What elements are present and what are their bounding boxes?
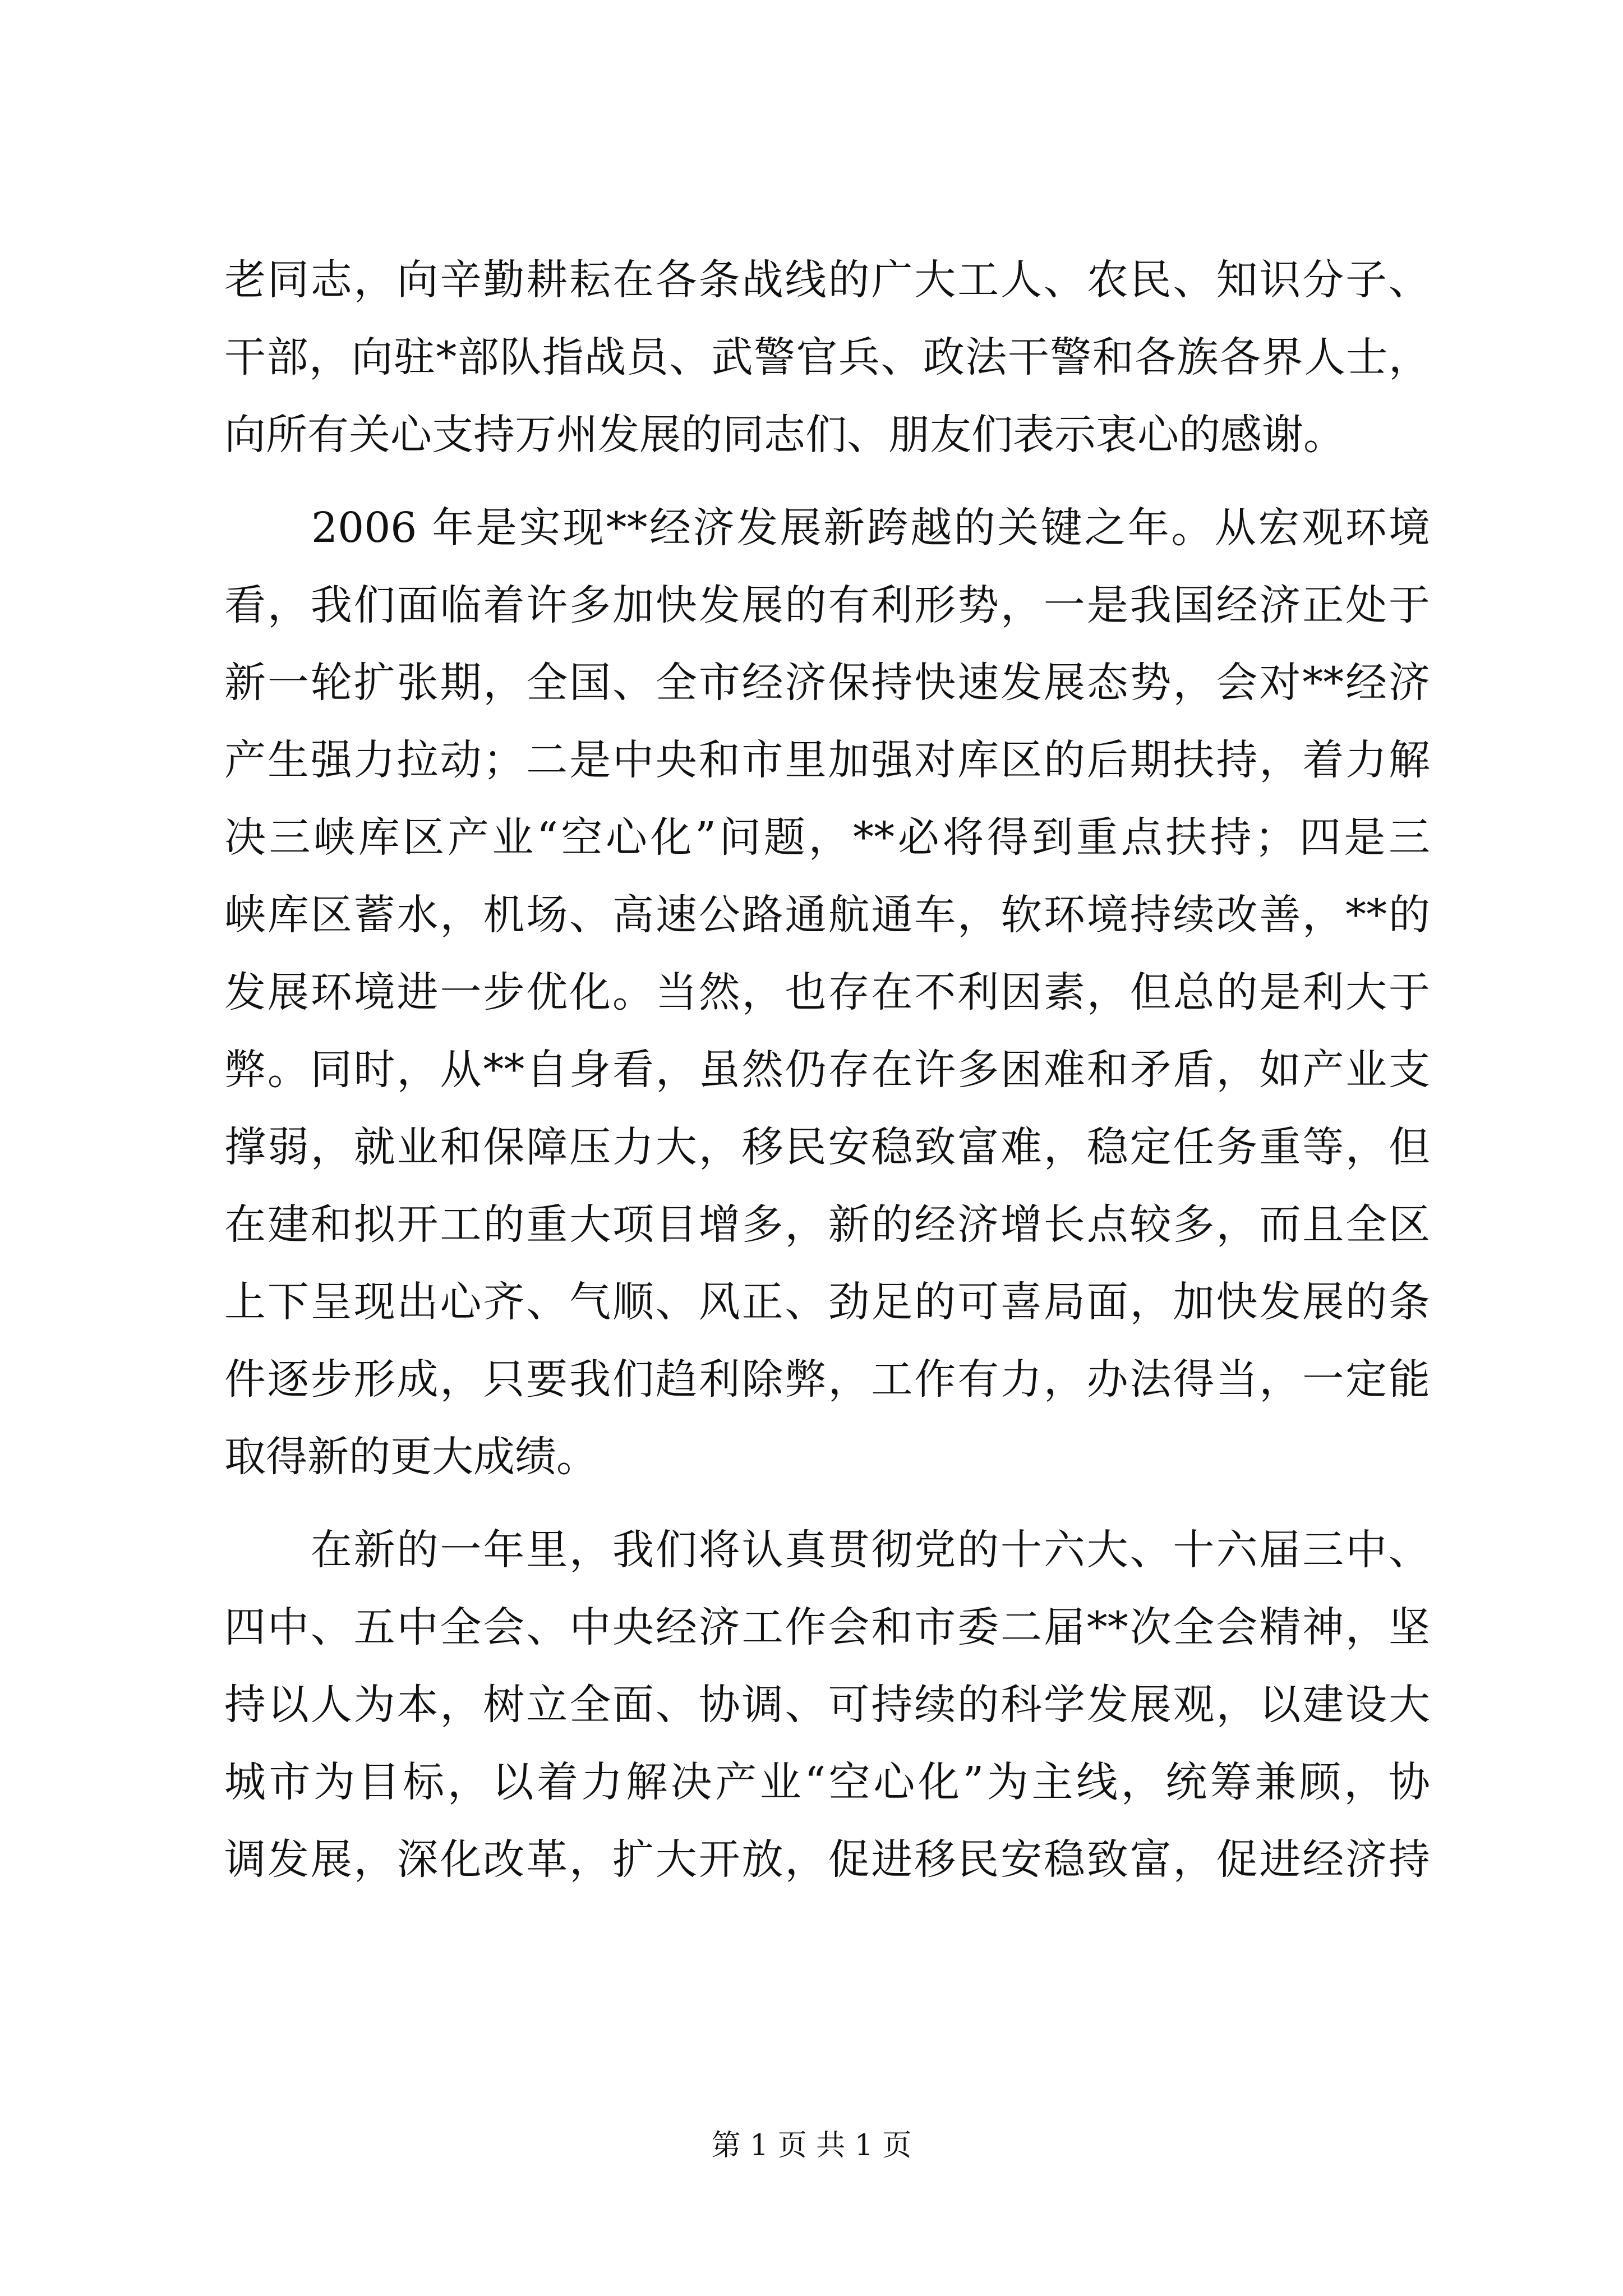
paragraph-3 [224,1511,1430,1898]
text-line: 上下呈现出心齐、气顺、风正、劲足的可喜局面，加快发展的条 [224,1278,1430,1326]
page-number-footer: 第 1 页 共 1 页 [711,2129,912,2162]
text-line: 撑弱，就业和保障压力大，移民安稳致富难，稳定任务重等，但 [224,1123,1430,1171]
paragraph-spacing [224,473,1430,489]
text-line: 产生强力拉动；二是中央和市里加强对库区的后期扶持，着力解 [224,736,1430,784]
text-line: 在新的一年里，我们将认真贯彻党的十六大、十六届三中、 [224,1526,1430,1574]
text-line: 发展环境进一步优化。当然，也存在不利因素，但总的是利大于 [224,968,1430,1016]
text-line: 取得新的更大成绩。 [224,1433,598,1481]
text-line: 峡库区蓄水，机场、高速公路通航通车，软环境持续改善，**的 [224,891,1430,939]
text-line: 弊。同时，从**自身看，虽然仍存在许多困难和矛盾，如产业支 [224,1046,1430,1094]
text-line: 新一轮扩张期，全国、全市经济保持快速发展态势，会对**经济 [224,659,1430,707]
text-line: 调发展，深化改革，扩大开放，促进移民安稳致富，促进经济持 [224,1835,1430,1884]
paragraph-2 [224,489,1430,1496]
text-line: 件逐步形成，只要我们趋利除弊，工作有力，办法得当，一定能 [224,1355,1430,1404]
text-line: 持以人为本，树立全面、协调、可持续的科学发展观，以建设大 [224,1681,1430,1729]
document-body [224,241,1430,1898]
text-line: 干部，向驻*部队指战员、武警官兵、政法干警和各族各界人士， [224,333,1430,381]
text-line: 在建和拟开工的重大项目增多，新的经济增长点较多，而且全区 [224,1200,1430,1249]
text-line: 老同志，向辛勤耕耘在各条战线的广大工人、农民、知识分子、 [224,256,1430,304]
paragraph-spacing [224,1496,1430,1511]
text-line: 看，我们面临着许多加快发展的有利形势，一是我国经济正处于 [224,581,1430,629]
text-line: 四中、五中全会、中央经济工作会和市委二届**次全会精神，坚 [224,1603,1430,1651]
text-line: 决三峡库区产业“空心化”问题，**必将得到重点扶持；四是三 [224,813,1430,862]
paragraph-1 [224,241,1430,473]
text-line: 2006 年是实现**经济发展新跨越的关键之年。从宏观环境 [224,504,1430,552]
text-line: 向所有关心支持万州发展的同志们、朋友们表示衷心的感谢。 [224,411,1345,459]
text-line: 城市为目标，以着力解决产业“空心化”为主线，统筹兼顾，协 [224,1758,1430,1806]
